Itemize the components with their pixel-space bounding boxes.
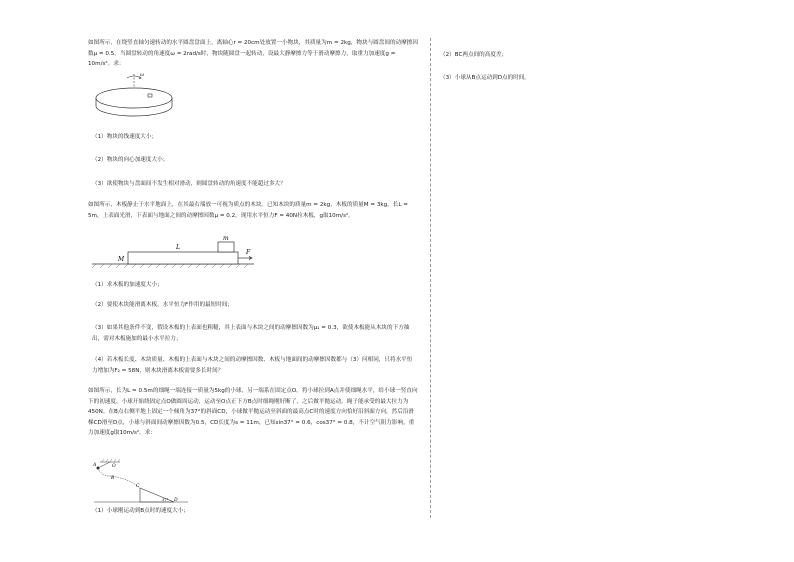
label-F: F xyxy=(246,249,251,256)
turntable-figure xyxy=(94,72,174,120)
problem-1-q2: （2）物块的向心加速度大小； xyxy=(92,157,169,163)
problem-1-text: 如图所示，在绕竖直轴匀速转动的水平圆盘盘面上，离轴心r = 20cm处放置一小物块，其质量为m = 2kg，物块与圆盘间的动摩擦因数μ = 0.5。当圆盘转动的角速度ω = 2rad/s时，物块随圆盘一起转动，设最大静摩擦力等于滑动摩擦力，取重力加速度g = 10m/s²。求： xyxy=(88,40,418,68)
label-M: M xyxy=(118,256,125,263)
label-L: L xyxy=(176,244,180,251)
label-A: A xyxy=(93,463,97,468)
label-m: m xyxy=(223,235,229,242)
problem-3-text: 如图所示，长为L = 0.5m的细绳一端连接一质量为5kg的小球，另一端系在固定点O。将小球拉到A点并使细绳水平，给小球一竖直向下的初速度，小球开始绕固定点O做圆周运动，运动至O点正下方B点时细绳刚好断了，之后做平抛运动，绳子能承受的最大拉力为450N。在B点右侧平地上固定一个倾角为37°的斜面CD，小球做平抛运动至斜面的最高点C时的速度方向恰好沿斜面方向，然后沿滑梯CD滑至D点，小球与斜面间动摩擦因数为0.5，CD长度为s = 11m，已知sin37° = 0.6，cos37° = 0.8，不计空气阻力影响，重力加速度g取10m/s²，求： xyxy=(88,388,418,437)
column-divider xyxy=(430,38,431,518)
omega-label: ω xyxy=(140,72,145,78)
string xyxy=(98,462,110,468)
label-C: C xyxy=(136,484,140,489)
board xyxy=(128,252,238,264)
problem-2-q3: （3）如果其他条件不变，假设木板的上表面也粗糙，其上表面与木块之间的动摩擦因数为μ₁ = 0.3，欲使木板能从木块的下方抽出，需对木板施加的最小水平拉力； xyxy=(92,325,410,342)
problem-2-q2: （2）要使木块能滑离木板，水平恒力F作用的最短时间； xyxy=(92,302,234,308)
small-block xyxy=(148,94,152,97)
problem-1-q1: （1）物块的线速度大小； xyxy=(92,134,158,140)
problem-3-q2: （2）BC两点间的高度差； xyxy=(440,52,508,58)
label-D: D xyxy=(174,498,178,503)
board-block-figure xyxy=(88,234,258,270)
problem-2-q4: （4）若木板长度、木块质量、木板的上表面与木块之间的动摩擦因数、木板与地面间的动摩擦因数都与（3）问相同，只将水平恒力增加为F₂ = 58N，则木块滑离木板需要多长时间？ xyxy=(92,357,413,374)
label-angle: 37° xyxy=(162,498,169,502)
incline xyxy=(140,488,174,502)
problem-2-text: 如图所示，木板静止于水平地面上，在其最右端放一可视为质点的木块。已知木块的质量m = 2kg，木板的质量M = 3kg，长L = 5m，上表面光滑，下表面与地面之间的动摩擦因数μ = 0.2。现用水平恒力F = 40N拉木板，g取10m/s²。 xyxy=(88,202,410,219)
problem-2-q1: （1）求木板的加速度大小； xyxy=(92,282,163,288)
pendulum-incline-figure xyxy=(92,458,192,506)
label-O: O xyxy=(112,464,116,469)
label-B: B xyxy=(111,476,115,481)
swing-path xyxy=(98,468,110,476)
problem-1-q3: （3）欲使物块与盘面间不发生相对滑动，则圆盘转动的角速度不能超过多大？ xyxy=(92,181,286,187)
block xyxy=(218,242,234,252)
problem-3-q1: （1）小球刚运动到B点时的速度大小； xyxy=(92,508,189,514)
disc-top xyxy=(96,88,172,108)
problem-3-q3: （3）小球从B点运动到D点的时间。 xyxy=(440,75,531,81)
